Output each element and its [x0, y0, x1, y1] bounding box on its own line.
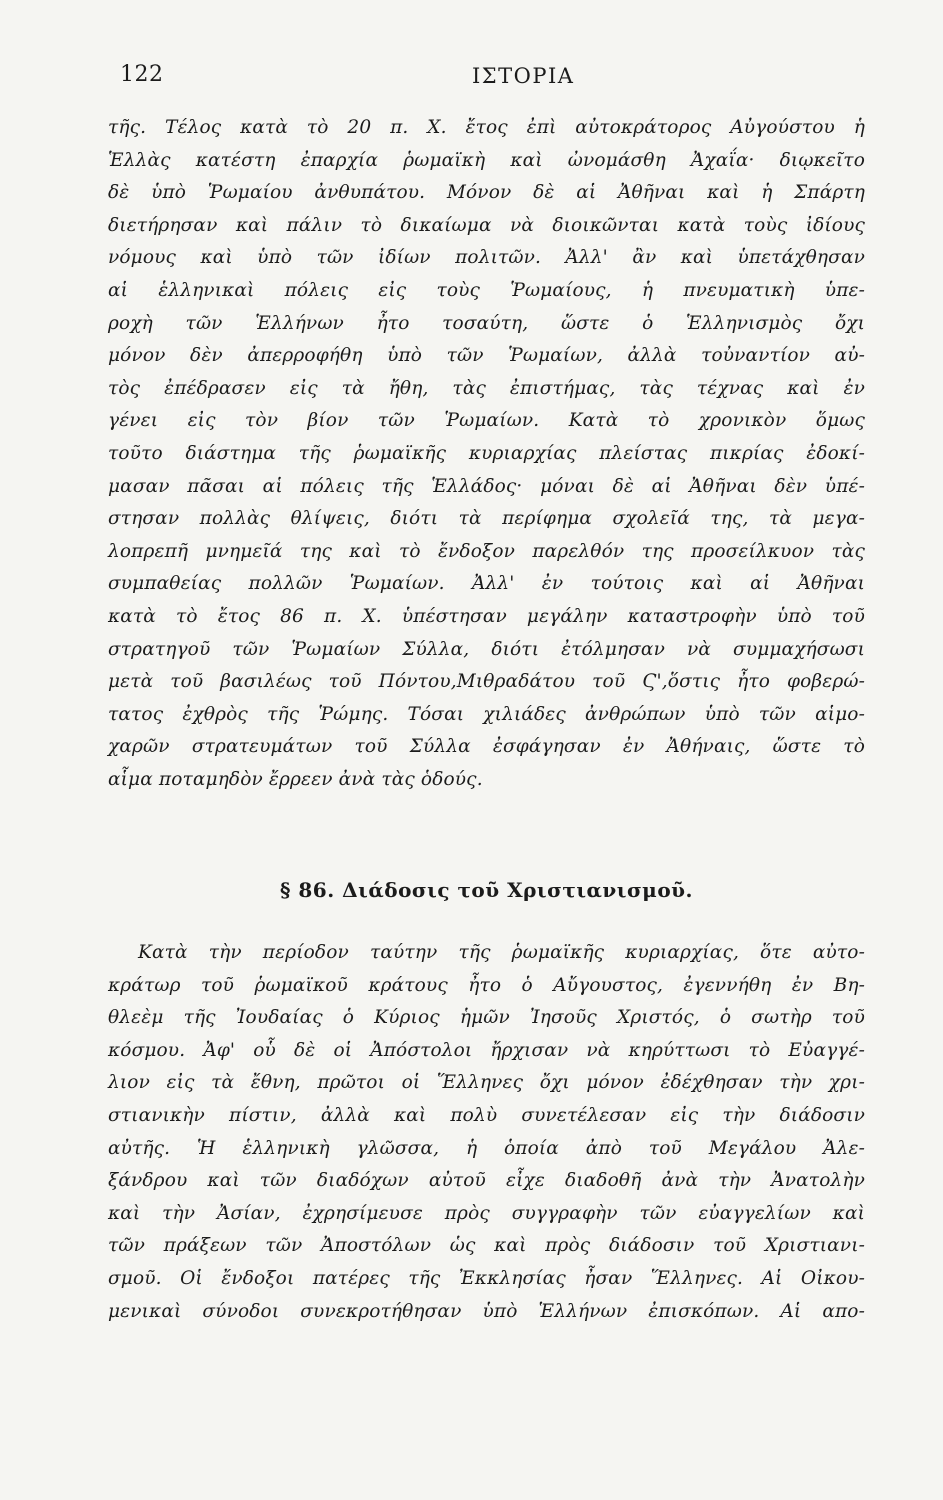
- text-line: στησαν πολλὰς θλίψεις, διότι τὰ περίφημα σχολεῖά της, τὰ μεγα-: [108, 508, 865, 530]
- text-line: ξάνδρου καὶ τῶν διαδόχων αὐτοῦ εἶχε διαδοθῆ ἀνὰ τὴν Ἀνατολὴν: [108, 1170, 865, 1192]
- text-line: μενικαὶ σύνοδοι συνεκροτήθησαν ὑπὸ Ἑλλήνων ἐπισκόπων. Αἱ απο-: [108, 1300, 865, 1322]
- text-line: στρατηγοῦ τῶν Ῥωμαίων Σύλλα, διότι ἐτόλμησαν νὰ συμμαχήσωσι: [108, 638, 865, 660]
- text-line: σμοῦ. Οἱ ἔνδοξοι πατέρες τῆς Ἐκκλησίας ἦσαν Ἕλληνες. Αἱ Οἰκου-: [108, 1267, 865, 1289]
- text-line: τῶν πράξεων τῶν Ἀποστόλων ὡς καὶ πρὸς διάδοσιν τοῦ Χριστιανι-: [108, 1235, 865, 1257]
- text-line: διετήρησαν καὶ πάλιν τὸ δικαίωμα νὰ διοικῶνται κατὰ τοὺς ἰδίους: [108, 214, 865, 236]
- text-line: γένει εἰς τὸν βίον τῶν Ῥωμαίων. Κατὰ τὸ χρονικὸν ὅμως: [108, 410, 865, 432]
- text-line: Ἑλλὰς κατέστη ἐπαρχία ῥωμαϊκὴ καὶ ὠνομάσθη Ἀχαΐα· διῳκεῖτο: [108, 149, 865, 171]
- text-line: καὶ τὴν Ἀσίαν, ἐχρησίμευσε πρὸς συγγραφὴν τῶν εὐαγγελίων καὶ: [108, 1202, 865, 1224]
- text-line: αἷμα ποταμηδὸν ἔρρεεν ἀνὰ τὰς ὁδούς.: [108, 768, 483, 790]
- text-line: κράτωρ τοῦ ῥωμαϊκοῦ κράτους ἦτο ὁ Αὔγουστος, ἐγεννήθη ἐν Βη-: [108, 974, 865, 996]
- section-heading: § 86. Διάδοσις τοῦ Χριστιανισμοῦ.: [279, 878, 694, 902]
- text-line: τῆς. Τέλος κατὰ τὸ 20 π. Χ. ἔτος ἐπὶ αὐτοκράτορος Αὐγούστου ἡ: [108, 117, 865, 138]
- text-line: συμπαθείας πολλῶν Ῥωμαίων. Ἀλλ' ἐν τούτοις καὶ αἱ Ἀθῆναι: [108, 573, 865, 595]
- text-line: στιανικὴν πίστιν, ἀλλὰ καὶ πολὺ συνετέλεσαν εἰς τὴν διάδοσιν: [108, 1104, 865, 1126]
- text-line: μασαν πᾶσαι αἱ πόλεις τῆς Ἑλλάδος· μόναι δὲ αἱ Ἀθῆναι δὲν ὑπέ-: [108, 475, 865, 497]
- page-header: [120, 62, 865, 92]
- text-line: τὸς ἐπέδρασεν εἰς τὰ ἤθη, τὰς ἐπιστήμας, τὰς τέχνας καὶ ἐν: [108, 377, 865, 399]
- text-line: δὲ ὑπὸ Ῥωμαίου ἀνθυπάτου. Μόνον δὲ αἱ Ἀθῆναι καὶ ἡ Σπάρτη: [108, 182, 865, 204]
- running-title: ΙΣΤΟΡΙΑ: [472, 64, 575, 88]
- text-line: τατος ἐχθρὸς τῆς Ῥώμης. Τόσαι χιλιάδες ἀνθρώπων ὑπὸ τῶν αἱμο-: [108, 703, 865, 725]
- text-line: λοπρεπῆ μνημεῖά της καὶ τὸ ἔνδοξον παρελθόν της προσείλκυον τὰς: [108, 540, 865, 562]
- text-line: αἱ ἑλληνικαὶ πόλεις εἰς τοὺς Ῥωμαίους, ἡ πνευματικὴ ὑπε-: [108, 279, 865, 301]
- text-line: θλεὲμ τῆς Ἰουδαίας ὁ Κύριος ἡμῶν Ἰησοῦς Χριστός, ὁ σωτὴρ τοῦ: [108, 1007, 865, 1029]
- text-line: μόνον δὲν ἀπερροφήθη ὑπὸ τῶν Ῥωμαίων, ἀλλὰ τοὐναντίον αὐ-: [108, 345, 865, 367]
- text-line: κόσμου. Ἀφ' οὗ δὲ οἱ Ἀπόστολοι ἤρχισαν νὰ κηρύττωσι τὸ Εὐαγγέ-: [108, 1039, 865, 1061]
- paragraph-1: [108, 112, 865, 796]
- text-line: Κατὰ τὴν περίοδον ταύτην τῆς ῥωμαϊκῆς κυριαρχίας, ὅτε αὐτο-: [138, 942, 865, 963]
- text-line: νόμους καὶ ὑπὸ τῶν ἰδίων πολιτῶν. Ἀλλ' ἂν καὶ ὑπετάχθησαν: [108, 247, 865, 269]
- text-line: αὐτῆς. Ἡ ἑλληνικὴ γλῶσσα, ἡ ὁποία ἀπὸ τοῦ Μεγάλου Ἀλε-: [108, 1137, 865, 1159]
- text-line: μετὰ τοῦ βασιλέως τοῦ Πόντου,Μιθραδάτου τοῦ Ϛ',ὅστις ἦτο φοβερώ-: [108, 671, 865, 693]
- text-line: κατὰ τὸ ἔτος 86 π. Χ. ὑπέστησαν μεγάλην καταστροφὴν ὑπὸ τοῦ: [108, 605, 865, 627]
- text-line: ροχὴ τῶν Ἑλλήνων ἦτο τοσαύτη, ὥστε ὁ Ἑλληνισμὸς ὄχι: [108, 312, 865, 334]
- text-line: χαρῶν στρατευμάτων τοῦ Σύλλα ἐσφάγησαν ἐν Ἀθήναις, ὥστε τὸ: [108, 736, 865, 758]
- paragraph-2: [108, 937, 865, 1328]
- text-line: τοῦτο διάστημα τῆς ῥωμαϊκῆς κυριαρχίας πλείστας πικρίας ἐδοκί-: [108, 442, 865, 464]
- page-number: 122: [120, 62, 164, 87]
- text-line: λιον εἰς τὰ ἔθνη, πρῶτοι οἱ Ἕλληνες ὄχι μόνον ἐδέχθησαν τὴν χρι-: [108, 1072, 865, 1094]
